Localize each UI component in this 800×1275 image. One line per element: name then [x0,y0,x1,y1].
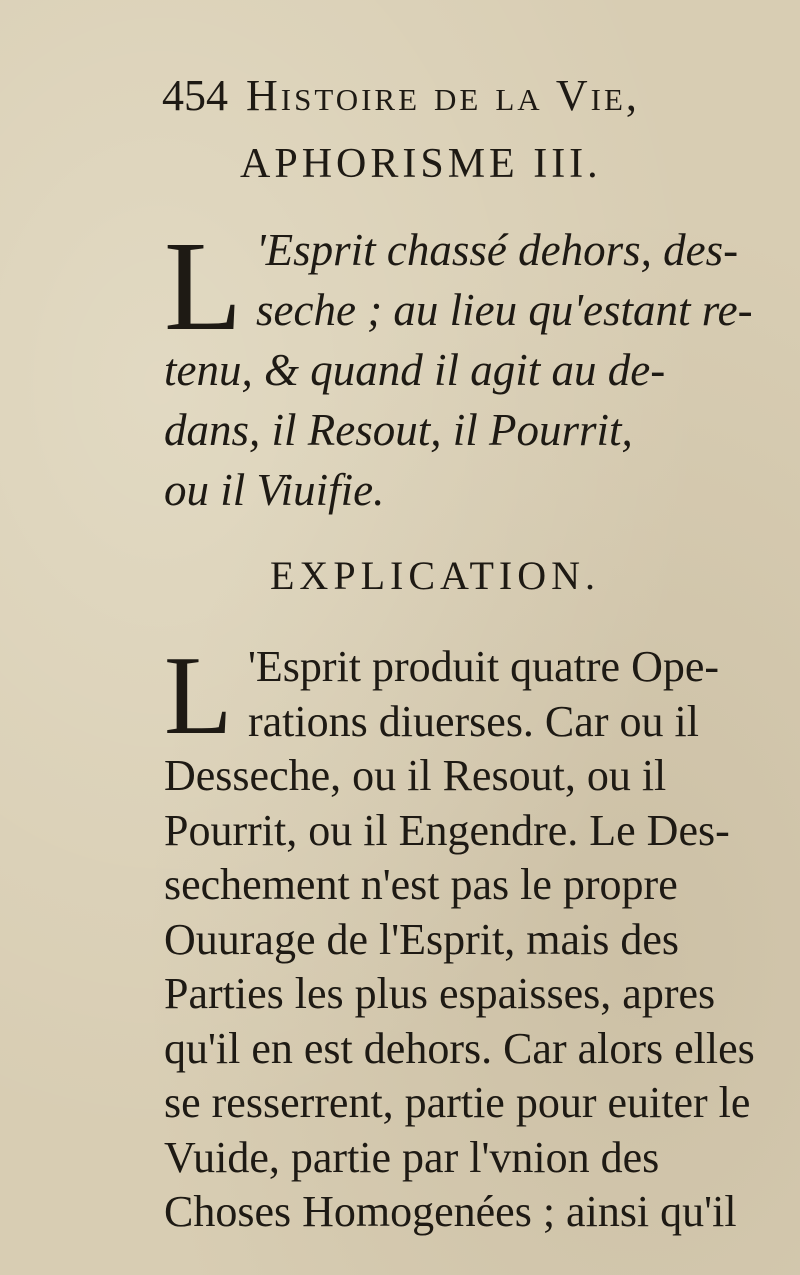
running-head-title: Histoire de la Vie, [246,71,640,120]
page-number: 454 [162,71,228,120]
aphorism-text [164,215,764,520]
aphorism-heading: APHORISME III. [240,141,602,187]
aphorism-line: 'Esprit chassé dehors, des- [256,225,739,275]
explication-line: se resserrent, partie pour euiter le [164,1078,751,1127]
explication-drop-cap: L [164,634,233,758]
explication-heading: EXPLICATION. [270,553,600,598]
explication-line: qu'il en est dehors. Car alors elles [164,1023,755,1073]
aphorism-line: tenu, & quand il agit au de- [164,345,666,395]
explication-line: Desseche, ou il Resout, ou il [164,751,667,800]
explication-line: Vuide, partie par l'vnion des [164,1132,660,1182]
aphorism-line: dans, il Resout, il Pourrit, [164,405,633,455]
explication-text [164,634,764,1240]
explication-line: rations diuerses. Car ou il [248,696,699,746]
explication-line: Parties les plus espaisses, apres [164,969,716,1018]
explication-line: Pourrit, ou il Engendre. Le Des- [164,805,730,855]
aphorism-line: ou il Viuifie. [164,465,385,515]
aphorism-line: seche ; au lieu qu'estant re- [256,285,753,335]
aphorism-drop-cap: L [164,215,243,357]
explication-line: Ouurage de l'Esprit, mais des [164,914,680,964]
explication-line: sechement n'est pas le propre [164,860,678,909]
explication-line: Choses Homogenées ; ainsi qu'il [164,1187,737,1236]
explication-line: 'Esprit produit quatre Ope- [248,642,720,691]
running-head [162,70,732,121]
